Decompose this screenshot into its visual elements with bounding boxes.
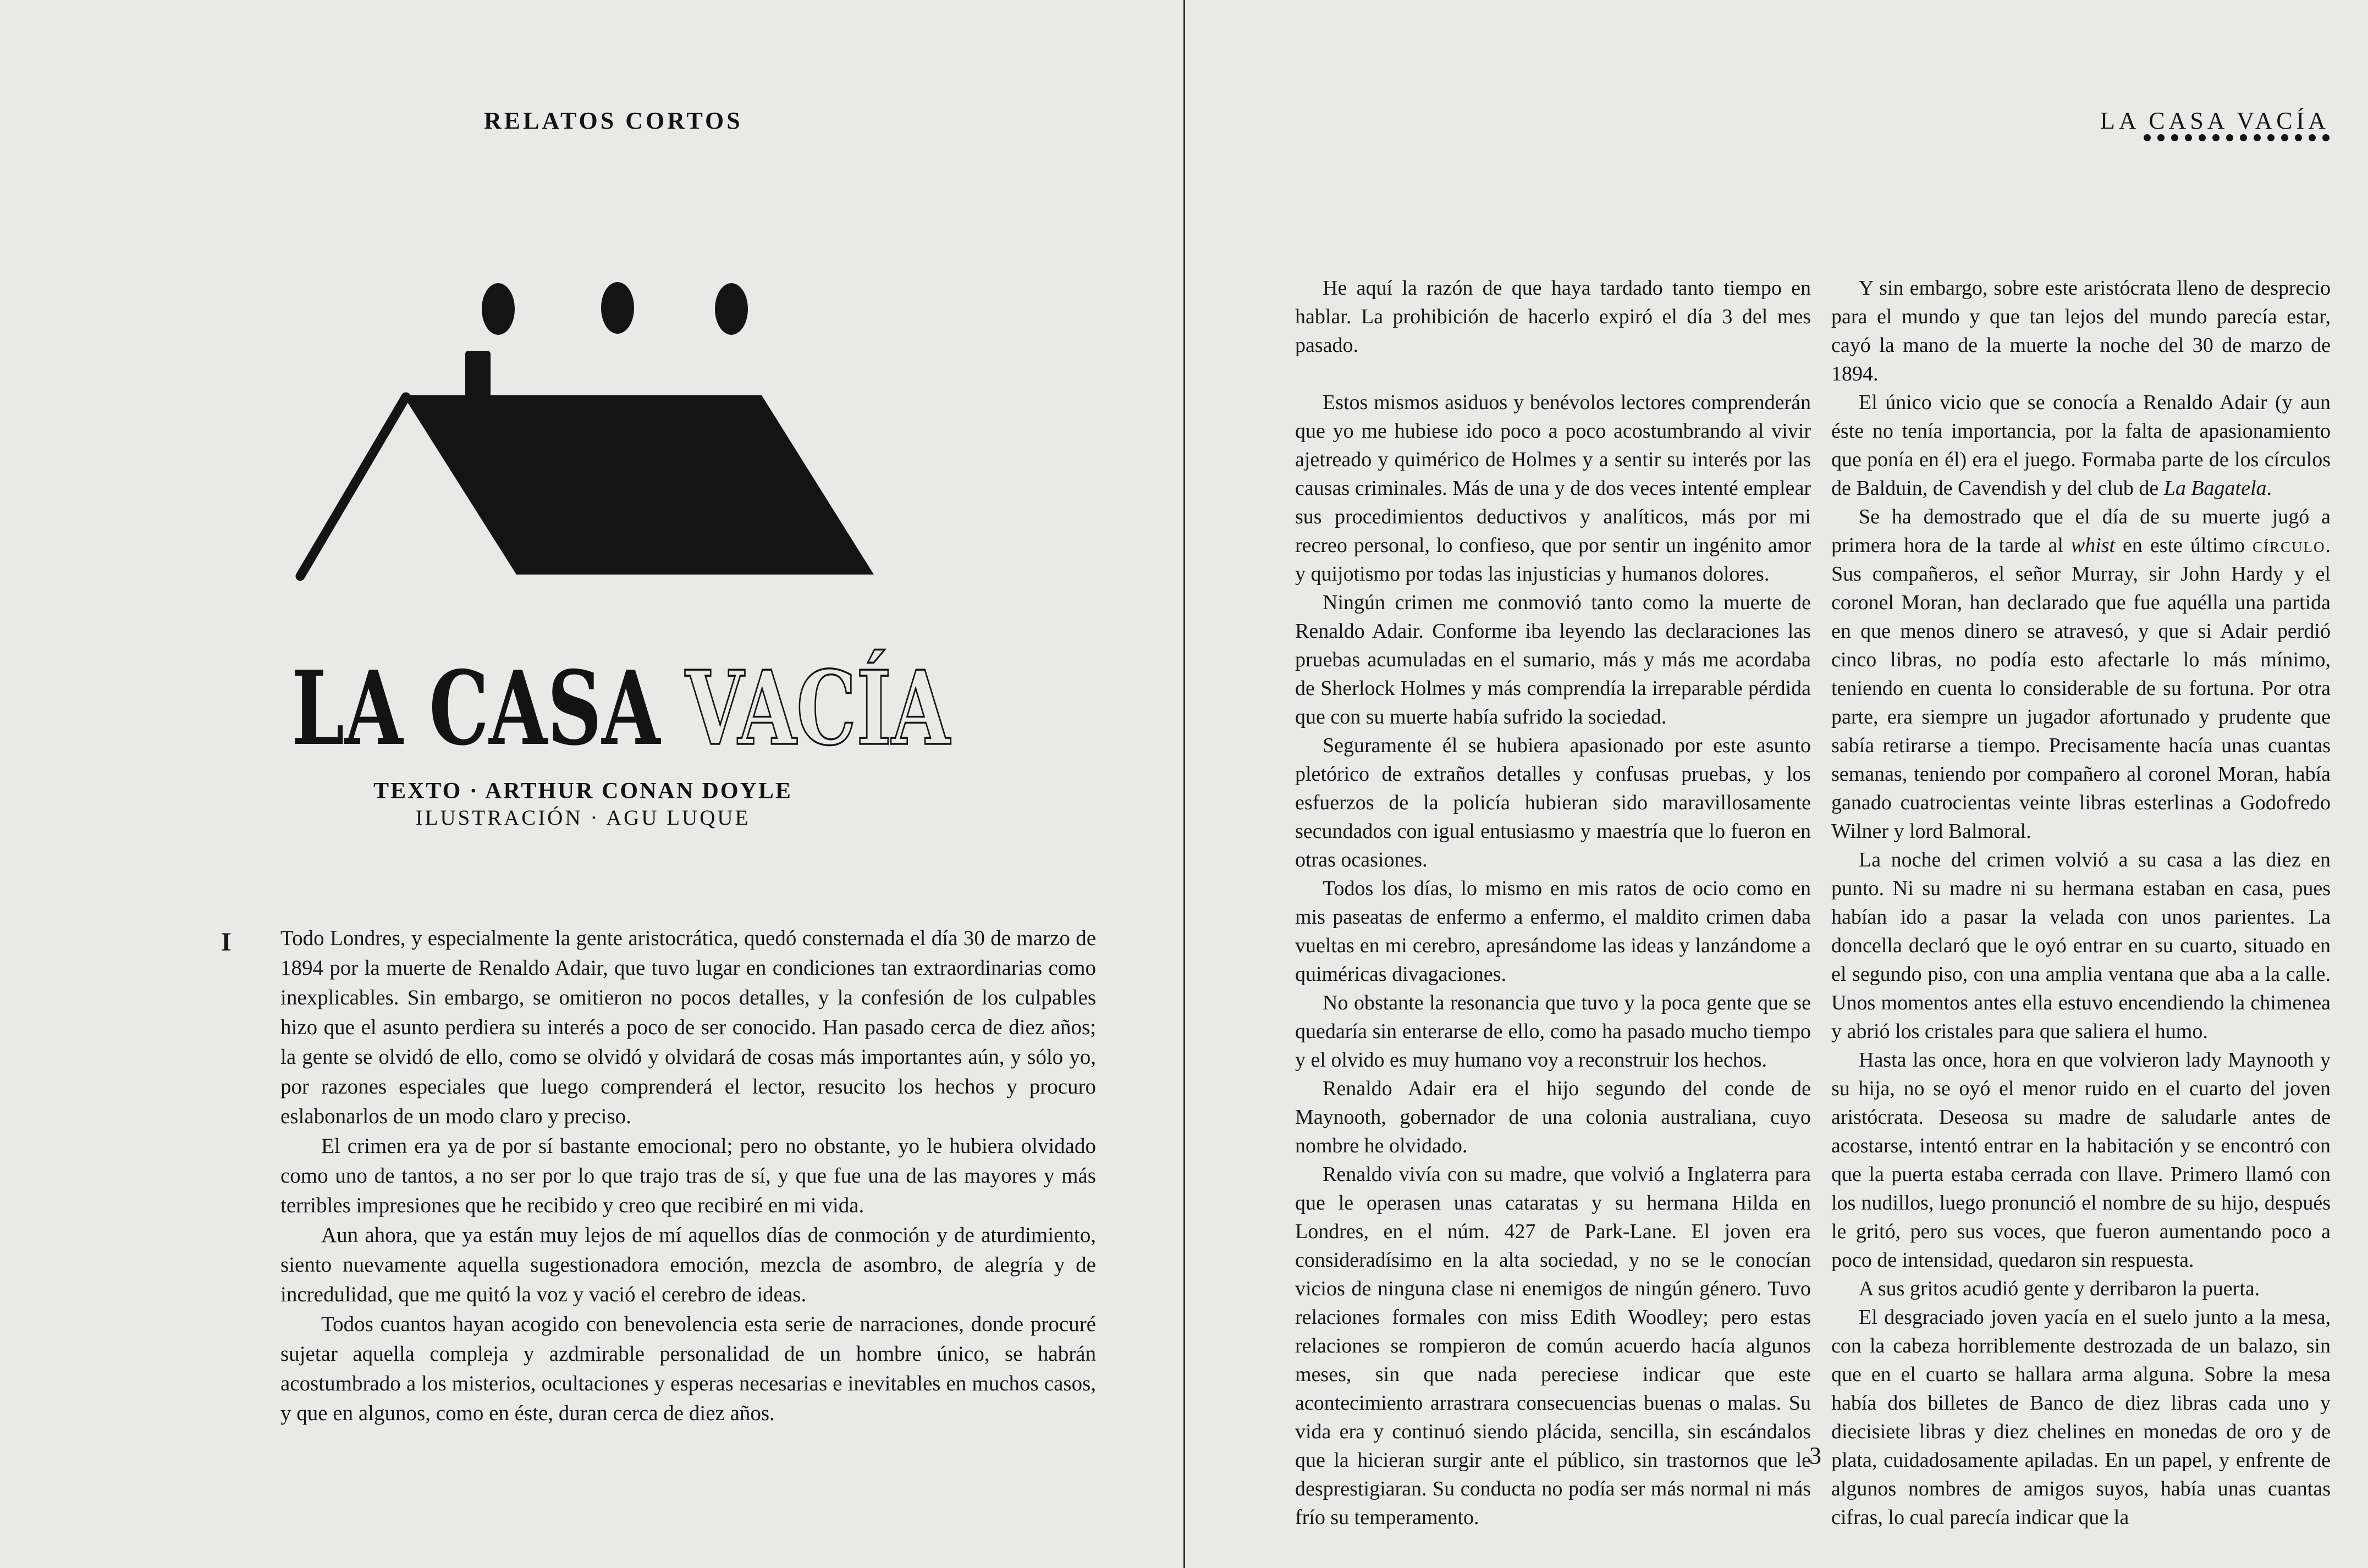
- story-title: [291, 648, 950, 768]
- dot-icon: [2240, 134, 2247, 141]
- credit-illustrator: ILUSTRACIÓN · AGU LUQUE: [415, 806, 751, 830]
- dot-icon: [2267, 134, 2275, 141]
- smoke-puffs-icon: [482, 282, 748, 335]
- page-gutter-line: [1183, 0, 1185, 1568]
- dot-icon: [2322, 134, 2330, 141]
- dot-icon: [2281, 134, 2288, 141]
- dot-icon: [2295, 134, 2302, 141]
- text-column-1: [1295, 274, 1811, 1529]
- chapter-numeral: I: [221, 927, 232, 957]
- paragraph: Y sin embargo, sobre este aristócrata lleno de desprecio para el mundo y que tan lejos del mundo parecía estar, cayó la mano de la muerte la noche del 30 de marzo de 1894.: [1831, 277, 2331, 385]
- paragraph: Todos cuantos hayan acogido con benevolencia esta serie de narraciones, donde procuré sujetar aquella compleja y azdmirable personalidad de un hombre único, se habrán acostumbrado a los misterios, ocultaciones y esperas necesarias e inevitables en muchos casos, y que en algunos, como en éste, duran cerca de diez años.: [280, 1312, 1096, 1425]
- paragraph: Renaldo Adair era el hijo segundo del conde de Maynooth, gobernador de una colonia australiana, cuyo nombre he olvidado.: [1295, 1077, 1811, 1157]
- dot-icon: [2199, 134, 2206, 141]
- paragraph: El crimen era ya de por sí bastante emocional; pero no obstante, yo le hubiera olvidado como uno de tantos, a no ser por lo que trajo tras de sí, y que fue una de las mayores y más terribles impresiones que he recibido y creo que recibiré en mi vida.: [280, 1134, 1096, 1217]
- credits-block: [291, 777, 874, 831]
- title-outline-text: VACÍA: [685, 648, 950, 768]
- paragraph: Renaldo vivía con su madre, que volvió a Inglaterra para que le operasen unas cataratas y su hermana Hilda en Londres, en el núm. 427 de Park-Lane. El joven era consideradísimo en la alta sociedad, y no se le conocían vicios de ninguna clase ni enemigos de ningún género. Tuvo relaciones formales con miss Edith Woodley; pero estas relaciones se rompieron de común acuerdo hacía algunos meses, sin que nada pereciese indicar que este acontecimiento arrastrara consecuencias buenas o malas. Su vida era y continuó siendo plácida, sencilla, sin escándalos que la hicieran surgir ante el público, sin trastornos que le desprestigiaran. Su conducta no podía ser más normal ni más frío su temperamento.: [1295, 1163, 1811, 1529]
- paragraph: A sus gritos acudió gente y derribaron la puerta.: [1859, 1277, 2260, 1300]
- paragraph: El desgraciado joven yacía en el suelo junto a la mesa, con la cabeza horriblemente destrozada de un balazo, sin que en el cuarto se hallara arma alguna. Sobre la mesa había dos billetes de Banco de diez libras cada uno y diecisiete libras y diez chelines en monedas de oro y de plata, cuidadosamente apiladas. En un papel, y enfrente de algunos nombres de amigos suyos, había unas cuantas cifras, lo cual parecía indicar que la: [1831, 1306, 2331, 1529]
- paragraph: He aquí la razón de que haya tardado tanto tiempo en hablar. La prohibición de hacerlo expiró el día 3 del mes pasado.: [1295, 277, 1811, 357]
- paragraph: El único vicio que se conocía a Renaldo Adair (y aun éste no tenía importancia, por la falta de apasionamiento que ponía en él) era el juego. Formaba parte de los círculos de Balduin, de Cavendish y del club de La Bagatela.: [1831, 391, 2331, 500]
- paragraph: Ningún crimen me conmovió tanto como la muerte de Renaldo Adair. Conforme iba leyendo las declaraciones las pruebas acumuladas en el sumario, más y más me acordaba de Sherlock Holmes y más comprendía la irreparable pérdida que con su muerte había sufrido la sociedad.: [1295, 591, 1811, 728]
- intro-paragraphs: [280, 924, 1096, 1428]
- dot-icon: [2144, 134, 2151, 141]
- dot-icon: [2171, 134, 2178, 141]
- dot-icon: [2254, 134, 2261, 141]
- running-head-left: RELATOS CORTOS: [484, 107, 743, 134]
- dot-icon: [2157, 134, 2165, 141]
- paragraph: Se ha demostrado que el día de su muerte jugó a primera hora de la tarde al whist en este último círculo. Sus compañeros, el señor Murray, sir John Hardy y el coronel Moran, han declarado que fue aquélla una partida en que menos dinero se atravesó, y que si Adair perdió cinco libras, no podía esto afectarle lo más mínimo, teniendo en cuenta lo considerable de su fortuna. Por otra parte, era siempre un jugador afortunado y prudente que sabía retirarse a tiempo. Precisamente hacía unas cuantas semanas, teniendo por compañero al coronel Moran, había ganado cuatrocientas veinte libras esterlinas a Godofredo Wilner y lord Balmoral.: [1831, 505, 2331, 843]
- dot-icon: [2309, 134, 2316, 141]
- paragraph: Aun ahora, que ya están muy lejos de mí aquellos días de conmoción y de aturdimiento, siento nuevamente aquella sugestionadora emoción, mezcla de asombro, de alegría y de incredulidad, que me quitó la voz y vació el cerebro de ideas.: [280, 1223, 1096, 1306]
- roof-left-edge: [300, 397, 406, 576]
- credit-author: TEXTO · ARTHUR CONAN DOYLE: [373, 779, 792, 804]
- dot-icon: [2226, 134, 2233, 141]
- dot-icon: [2185, 134, 2192, 141]
- text-column-2: [1831, 274, 2331, 1529]
- dots-divider: [2144, 134, 2330, 141]
- page-number: 3: [1809, 1442, 1821, 1469]
- roof-shape: [403, 395, 874, 575]
- dot-icon: [2212, 134, 2220, 141]
- paragraph: Todos los días, lo mismo en mis ratos de ocio como en mis paseatas de enfermo a enfermo, el maldito crimen daba vueltas en mi cerebro, apresándome las ideas y lanzándome a quiméricas divagaciones.: [1295, 877, 1811, 986]
- paragraph: No obstante la resonancia que tuvo y la poca gente que se quedaría sin enterarse de ello, como ha pasado mucho tiempo y el olvido es muy humano voy a reconstruir los hechos.: [1295, 991, 1811, 1072]
- title-solid-text: LA CASA: [291, 648, 660, 768]
- paragraph: Seguramente él se hubiera apasionado por este asunto pletórico de extraños detalles y confusas pruebas, y los esfuerzos de la policía hubieran sido maravillosamente secundados con igual entusiasmo y maestría que lo fueron en otras ocasiones.: [1295, 734, 1811, 871]
- house-smoke-illustration: [275, 242, 907, 605]
- paragraph: Hasta las once, hora en que volvieron lady Maynooth y su hija, no se oyó el menor ruido en el cuarto del joven aristócrata. Deseosa su madre de saludarle antes de acostarse, intentó entrar en la habitación y se encontró con que la puerta estaba cerrada con llave. Primero llamó con los nudillos, luego pronunció el nombre de su hijo, después le gritó, pero sus voces, que fueron aumentando poco a poco de intensidad, quedaron sin respuesta.: [1831, 1048, 2331, 1272]
- paragraph: Estos mismos asiduos y benévolos lectores comprenderán que yo me hubiese ido poco a poco acostumbrando al vivir ajetreado y quimérico de Holmes y a sentir su interés por las causas criminales. Más de una y de dos veces intenté emplear sus procedimientos deductivos y analíticos, más por mi recreo personal, lo confieso, que por sentir un ingénito amor y quijotismo por todas las injusticias y humanos dolores.: [1295, 391, 1811, 586]
- paragraph: Todo Londres, y especialmente la gente aristocrática, quedó consternada el día 30 de marzo de 1894 por la muerte de Renaldo Adair, que tuvo lugar en condiciones tan extraordinarias como inexplicables. Sin embargo, se omitieron no pocos detalles, y la confesión de los culpables hizo que el asunto perdiera su interés a poco de ser conocido. Han pasado cerca de diez años; la gente se olvidó de ello, como se olvidó y olvidará de cosas más importantes aún, y sólo yo, por razones especiales que luego comprenderá el lector, resucito los hechos y procuro eslabonarlos de un modo claro y preciso.: [280, 926, 1096, 1128]
- paragraph: La noche del crimen volvió a su casa a las diez en punto. Ni su madre ni su hermana estaban en casa, pues habían ido a pasar la velada con unos parientes. La doncella declaró que le oyó entrar en su cuarto, situado en el segundo piso, con una amplia ventana que aba a la calle. Unos momentos antes ella estuvo encendiendo la chimenea y abrió los cristales para que saliera el humo.: [1831, 848, 2331, 1043]
- running-head-right: LA CASA VACÍA: [2100, 107, 2330, 134]
